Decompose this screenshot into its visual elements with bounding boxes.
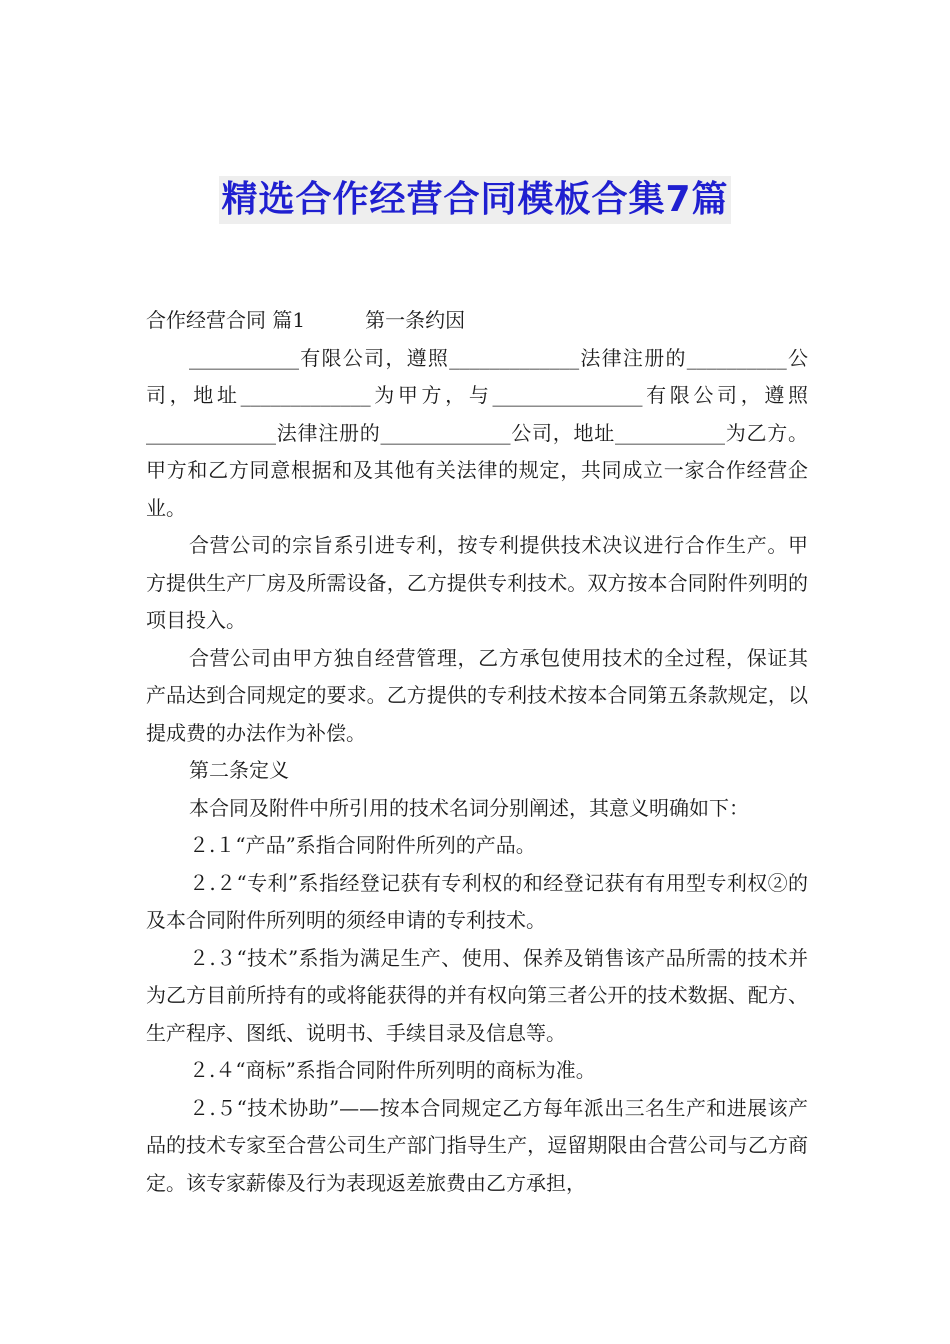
document-title: 精选合作经营合同模板合集7篇 [219, 176, 730, 224]
definition-technical-assistance: ２.５“技术协助”——按本合同规定乙方每年派出三名生产和进展该产品的技术专家至合营公司生产部门指导生产，逗留期限由合营公司与乙方商定。该专家薪傣及行为表现返差旅费由乙方承担， [146, 1095, 808, 1195]
definition-technology: ２.３“技术”系指为满足生产、使用、保养及销售该产品所需的技术并为乙方目前所持有的或将能获得的并有权向第三者公开的技术数据、配方、生产程序、图纸、说明书、手续目录及信息等。 [146, 945, 808, 1045]
paragraph-purpose: 合营公司的宗旨系引进专利，按专利提供技术决议进行合作生产。甲方提供生产厂房及所需设备，乙方提供专利技术。双方按本合同附件列明的项目投入。 [146, 533, 808, 632]
title-wrap [0, 176, 950, 224]
paragraph-parties: ___________有限公司，遵照_____________法律注册的__________公司，地址_____________为甲方，与_______________有限公司，遵照_____________法律注册的_____________公司，地址___________为乙方。甲方和乙方同意根据和及其他有关法律的规定，共同成立一家合作经营企业。 [146, 345, 808, 520]
document-body [146, 302, 808, 1202]
paragraph-management: 合营公司由甲方独自经营管理，乙方承包使用技术的全过程，保证其产品达到合同规定的要求。乙方提供的专利技术按本合同第五条款规定，以提成费的办法作为补偿。 [146, 645, 808, 745]
definition-patent: ２.２“专利”系指经登记获有专利权的和经登记获有有用型专利权②的及本合同附件所列明的须经申请的专利技术。 [146, 870, 808, 932]
paragraph-definitions-intro: 本合同及附件中所引用的技术名词分别阐述，其意义明确如下： [189, 795, 749, 820]
article-two-heading: 第二条定义 [189, 758, 289, 782]
definition-trademark: ２.４“商标”系指合同附件所列明的商标为准。 [189, 1058, 596, 1082]
section-heading: 合作经营合同 篇1 第一条约因 [146, 308, 466, 332]
definition-product: ２.１“产品”系指合同附件所列的产品。 [189, 833, 536, 857]
